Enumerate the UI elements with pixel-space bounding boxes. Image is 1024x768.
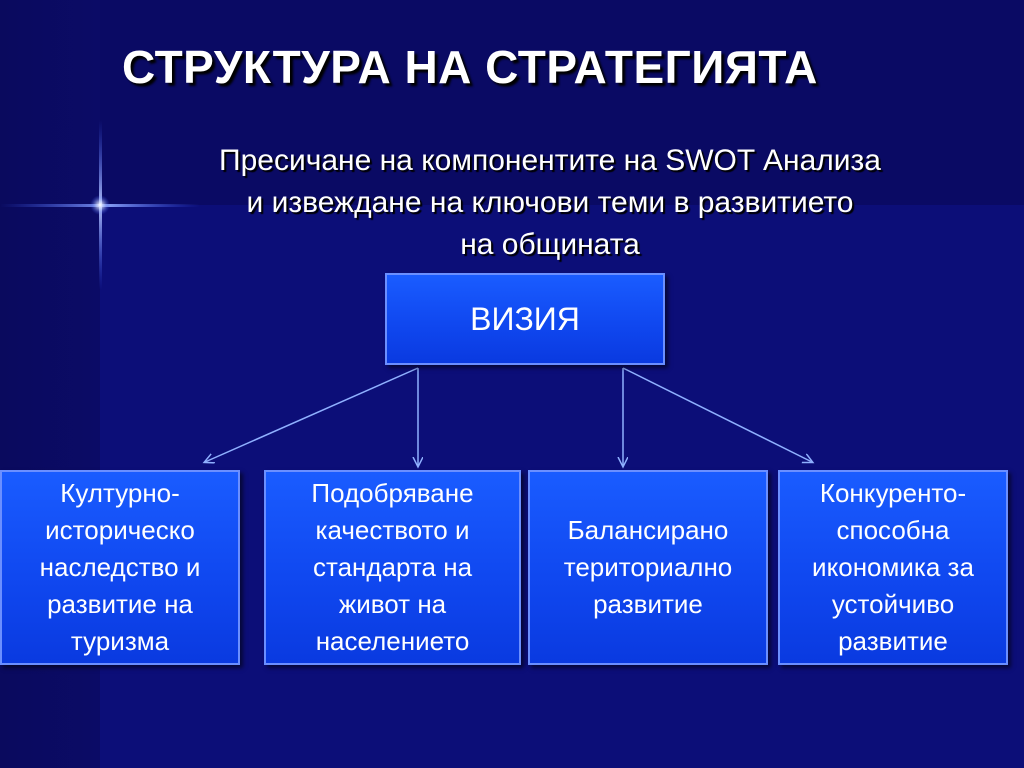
theme-label: Конкуренто- способна икономика за устойчиво развитие (812, 478, 974, 656)
theme-label: Културно- историческо наследство и развитие на туризма (39, 478, 201, 656)
theme-label: Подобряване качеството и стандарта на живот на населението (311, 478, 474, 656)
vision-box (385, 273, 665, 365)
theme-box-quality-of-life (264, 470, 521, 665)
slide-subtitle: Пресичане на компонентите на SWOT Анализа и извеждане на ключови теми в развитието на общината (219, 144, 881, 261)
theme-box-territorial-development (528, 470, 768, 665)
vision-label: ВИЗИЯ (470, 300, 580, 337)
theme-label: Балансирано териториално развитие (563, 515, 733, 619)
theme-box-competitive-economy (778, 470, 1008, 665)
arrow-to-child-1 (205, 368, 418, 462)
theme-box-cultural-heritage (0, 470, 240, 665)
slide-title: СТРУКТУРА НА СТРАТЕГИЯТА (122, 41, 818, 93)
arrow-to-child-4 (623, 368, 812, 462)
